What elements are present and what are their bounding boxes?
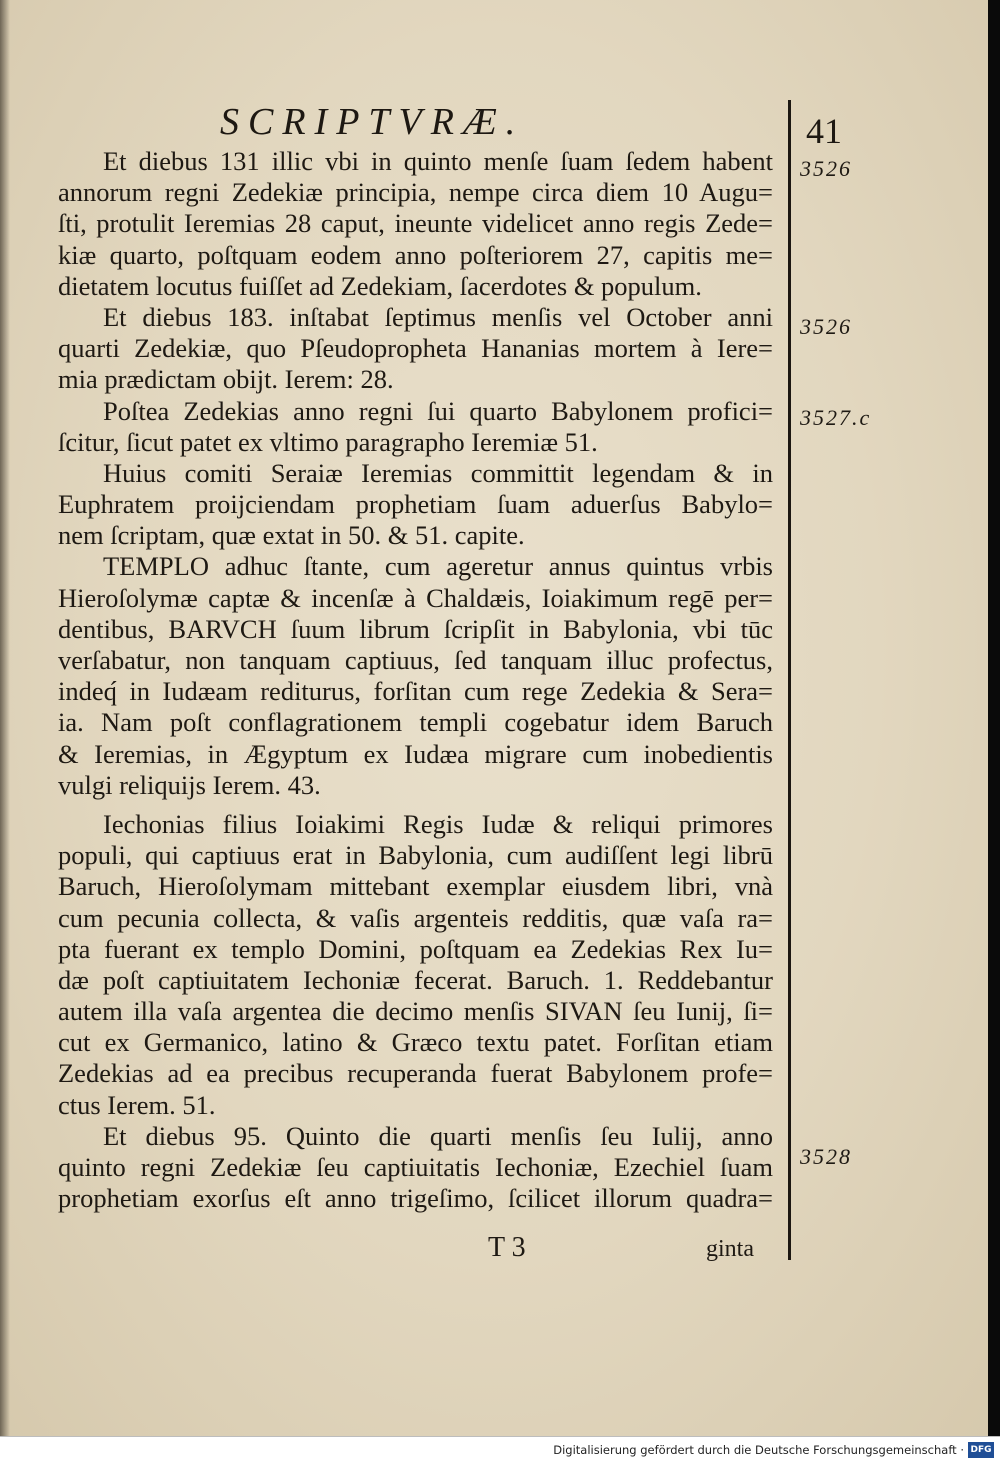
folio-number: 41 bbox=[806, 111, 842, 151]
text-line: ia. Nam poſt conflagrationem templi cogebatur idem Baruch bbox=[58, 707, 773, 738]
text-line: Et diebus 131 illic vbi in quinto menſe ſuam ſedem habent bbox=[103, 146, 773, 176]
text-line: Zedekias ad ea precibus recuperanda fuerat Babylonem profe= bbox=[58, 1058, 773, 1089]
margin-note-year: 3526 bbox=[800, 314, 852, 339]
text-line: dæ poſt captiuitatem Iechoniæ fecerat. Baruch. 1. Reddebantur bbox=[58, 964, 773, 995]
margin-rule bbox=[788, 100, 791, 1260]
margin-note-year: 3528 bbox=[800, 1144, 852, 1169]
dfg-logo: DFG bbox=[968, 1442, 994, 1458]
body-text bbox=[58, 146, 773, 1214]
text-line: TEMPLO adhuc ſtante, cum ageretur annus quintus vrbis bbox=[103, 551, 773, 582]
text-line: Poſtea Zedekias anno regni ſui quarto Babylonem profici= bbox=[103, 395, 773, 426]
text-line: Huius comiti Seraiæ Ieremias committit legendam & in bbox=[103, 457, 773, 488]
catchword: ginta bbox=[706, 1236, 754, 1262]
text-line: & Ieremias, in Ægyptum ex Iudæa migrare cum inobedientis bbox=[58, 738, 773, 769]
text-line: Baruch, Hieroſolymam mittebant exemplar eiusdem libri, vnà bbox=[58, 871, 773, 902]
margin-note-year: 3527.c bbox=[800, 405, 872, 430]
text-line: dietatem locutus fuiſſet ad Zedekiam, ſacerdotes & populum. bbox=[58, 270, 702, 301]
text-line: Hieroſolymæ captæ & incenſæ à Chaldæis, Ioiakimum regē per= bbox=[58, 582, 773, 613]
text-line: dentibus, BARVCH ſuum librum ſcripſit in Babylonia, vbi tūc bbox=[58, 613, 773, 644]
text-line: nem ſcriptam, quæ extat in 50. & 51. capite. bbox=[58, 520, 525, 551]
text-line: verſabatur, non tanquam captiuus, ſed tanquam illuc profectus, bbox=[58, 645, 773, 675]
text-line: indeq́ in Iudæam rediturus, forſitan cum rege Zedekia & Sera= bbox=[58, 676, 773, 707]
text-line: Et diebus 95. Quinto die quarti menſis ſeu Iulij, anno bbox=[103, 1120, 773, 1151]
text-line: cum pecunia collecta, & vaſis argenteis redditis, quæ vaſa ra= bbox=[58, 902, 773, 933]
text-line: ctus Ierem. 51. bbox=[58, 1089, 216, 1120]
binding-shadow bbox=[0, 0, 10, 1436]
footer-credit: Digitalisierung gefördert durch die Deutsche Forschungsgemeinschaft · bbox=[553, 1443, 964, 1457]
margin-note-year: 3526 bbox=[800, 156, 852, 181]
text-line: Iechonias filius Ioiakimi Regis Iudæ & reliqui primores bbox=[103, 808, 773, 839]
text-line: vulgi reliquijs Ierem. 43. bbox=[58, 769, 321, 800]
text-line: pta fuerant ex templo Domini, poſtquam ea Zedekias Rex Iu= bbox=[58, 933, 773, 964]
text-line: annorum regni Zedekiæ principia, nempe circa diem 10 Augu= bbox=[58, 177, 773, 208]
text-line: ſti, protulit Ieremias 28 caput, ineunte videlicet anno regis Zede= bbox=[58, 208, 773, 239]
text-line: autem illa vaſa argentea die decimo menſis SIVAN ſeu Iunij, ſi= bbox=[58, 996, 773, 1027]
footer-bar bbox=[0, 1436, 1000, 1465]
text-line: mia prædictam obijt. Ierem: 28. bbox=[58, 364, 394, 395]
text-line: prophetiam exorſus eſt anno trigeſimo, ſcilicet illorum quadra= bbox=[58, 1183, 773, 1214]
text-line: quarti Zedekiæ, quo Pſeudopropheta Hananias mortem à Iere= bbox=[58, 333, 773, 364]
text-line: populi, qui captiuus erat in Babylonia, cum audiſſent legi librū bbox=[58, 840, 773, 871]
text-line: cut ex Germanico, latino & Græco textu patet. Forſitan etiam bbox=[58, 1027, 773, 1058]
text-line: kiæ quarto, poſtquam eodem anno poſteriorem 27, capitis me= bbox=[58, 239, 773, 270]
text-line: ſcitur, ſicut patet ex vltimo paragrapho Ieremiæ 51. bbox=[58, 426, 598, 457]
text-line: Euphratem proijciendam prophetiam ſuam aduerſus Babylo= bbox=[58, 489, 773, 520]
signature-mark: T 3 bbox=[488, 1232, 526, 1263]
running-head: SCRIPTVRÆ. bbox=[220, 101, 525, 143]
text-line: Et diebus 183. inſtabat ſeptimus menſis vel October anni bbox=[103, 301, 773, 332]
text-line: quinto regni Zedekiæ ſeu captiuitatis Iechoniæ, Ezechiel ſuam bbox=[58, 1152, 773, 1182]
